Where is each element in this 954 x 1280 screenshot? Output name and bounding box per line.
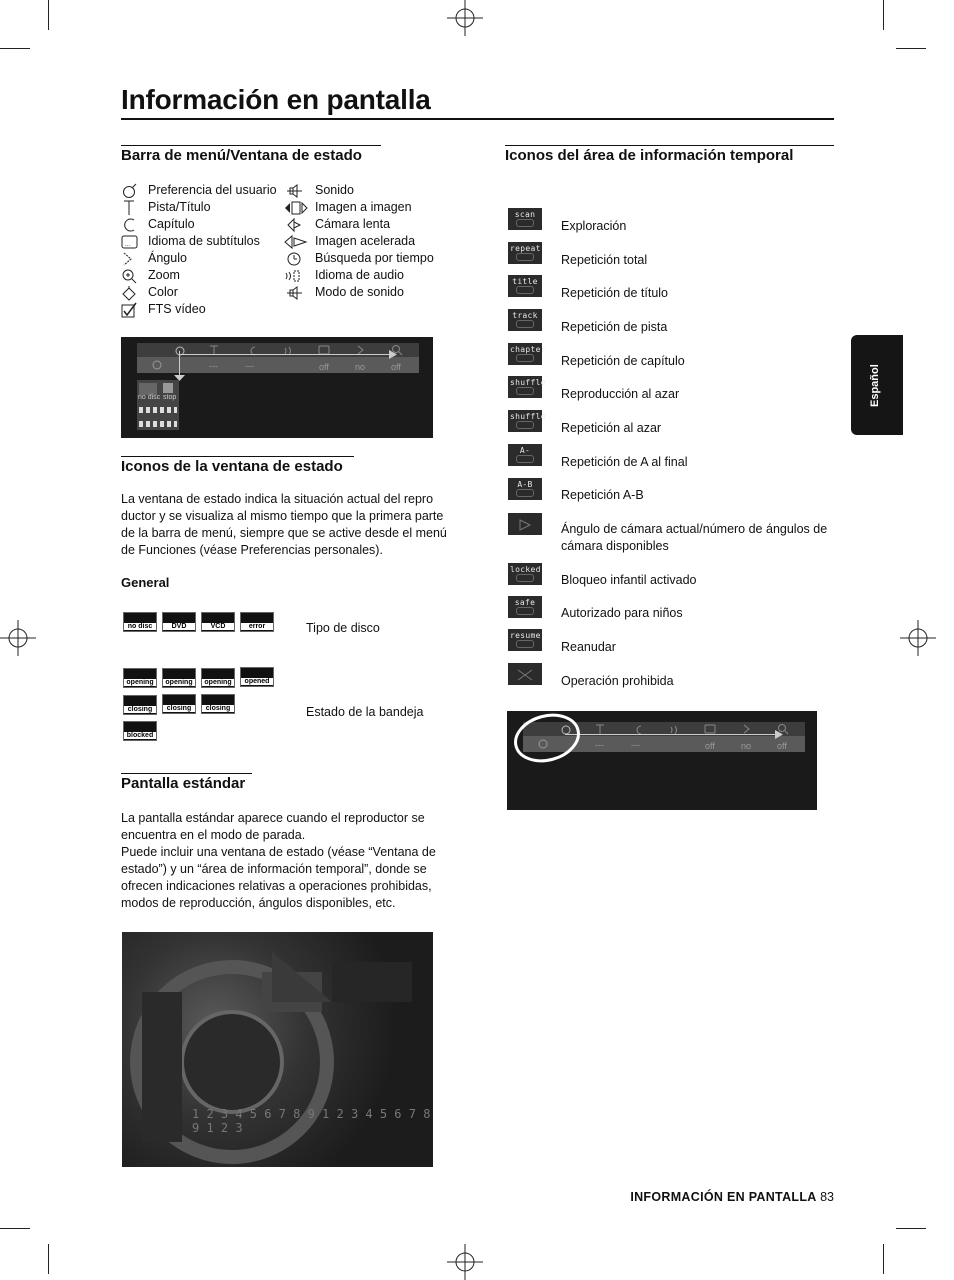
menu-label: Capítulo: [148, 217, 195, 231]
frame-by-frame-icon: [284, 200, 308, 216]
temporal-label: Autorizado para niños: [561, 606, 683, 620]
tray-opening-icon: [162, 668, 196, 688]
status-row: [139, 421, 177, 427]
sound-mode-icon: [286, 285, 304, 301]
dvd-icon: [162, 612, 196, 632]
osd-value: no: [741, 741, 752, 751]
tag-text: A-: [519, 446, 531, 455]
zoom-icon: [121, 268, 139, 284]
status-window-body: La ventana de estado indica la situación actual del repro ductor y se visualiza al mismo tiempo que la primera parte de la barra de menú, siempre que se active desde el menú de Funciones (véase Preferencias personales).: [121, 492, 447, 557]
crop-mark: [48, 1244, 49, 1274]
tag-glyph: [516, 607, 534, 615]
tag-text: shuffle: [510, 412, 546, 421]
menu-label: FTS vídeo: [148, 302, 206, 316]
title-track-icon: [121, 200, 139, 216]
status-stop: stop: [163, 394, 177, 401]
page-footer: [630, 1190, 834, 1204]
disc-icon-label: error: [241, 623, 273, 630]
tag-glyph: [516, 286, 534, 294]
temporal-label: Bloqueo infantil activado: [561, 573, 697, 587]
menu-label: Zoom: [148, 268, 180, 282]
tag-glyph: [516, 640, 534, 648]
tag-text: repeat: [510, 244, 541, 253]
disc-type-label: Tipo de disco: [306, 621, 380, 635]
camera-angle-tag-icon: [508, 513, 542, 535]
no-disc-icon: [123, 612, 157, 632]
page-title: Información en pantalla: [121, 84, 431, 115]
tag-glyph: [516, 354, 534, 362]
tray-status-label: Estado de la bandeja: [306, 705, 424, 719]
menu-label: Pista/Título: [148, 200, 211, 214]
tray-icon-label: closing: [124, 706, 156, 713]
osd-value: no: [355, 362, 366, 372]
tray-icon-label: closing: [163, 705, 195, 712]
user-preference-icon: [121, 183, 139, 199]
crop-mark: [883, 0, 884, 30]
tray-closing-icon: [201, 694, 235, 714]
registration-mark: [447, 1244, 483, 1280]
menu-label: Modo de sonido: [315, 285, 404, 299]
chapter-tag-icon: [508, 343, 546, 365]
highlight-circle: [507, 711, 597, 771]
standard-screen-digits: 1 2 3 4 5 6 7 8 9 1 2 3 4 5 6 7 8 9 1 2 3: [192, 1107, 431, 1135]
osd-value: off: [319, 362, 329, 372]
tag-glyph: [516, 455, 534, 463]
status-no-disc: no disc: [138, 394, 161, 401]
menu-label: Preferencia del usuario: [148, 183, 277, 197]
angle-icon: [518, 519, 532, 531]
subtitle-icon: [121, 234, 139, 250]
tag-glyph: [516, 421, 534, 429]
osd-value: off: [391, 362, 401, 372]
status-window-heading: Iconos de la ventana de estado: [121, 458, 343, 475]
chapter-icon: [121, 217, 139, 233]
tag-glyph: [516, 320, 534, 328]
crop-mark: [0, 1228, 30, 1229]
svg-text:...: ...: [125, 242, 131, 248]
tag-text: scan: [514, 210, 536, 219]
time-search-icon: [286, 251, 304, 267]
menu-bar-screen: [121, 337, 433, 438]
shuffle-tag-icon: [508, 376, 546, 398]
registration-mark: [0, 620, 36, 656]
scan-tag-icon: [508, 208, 542, 230]
tag-glyph: [516, 387, 534, 395]
tray-opened-icon: [240, 667, 274, 687]
temporal-label: Repetición de pista: [561, 320, 668, 334]
color-icon: [121, 285, 139, 301]
footer-section-label: INFORMACIÓN EN PANTALLA: [630, 1190, 817, 1204]
tray-blocked-icon: [123, 721, 157, 741]
tag-glyph: [516, 489, 534, 497]
osd-value: ---: [595, 740, 604, 750]
prohibited-icon: [517, 669, 533, 681]
temporal-label: Repetición de título: [561, 286, 669, 300]
general-label: General: [121, 575, 170, 590]
osd-value: ---: [209, 361, 218, 371]
osd-value: off: [705, 741, 715, 751]
temporal-area-screen: [507, 711, 817, 810]
temporal-label: Exploración: [561, 219, 627, 233]
osd-value: off: [777, 741, 787, 751]
temporal-label: Reanudar: [561, 640, 616, 654]
safe-tag-icon: [508, 596, 542, 618]
temporal-label: Repetición al azar: [561, 421, 662, 435]
menu-label: Cámara lenta: [315, 217, 391, 231]
osd-pointer-arrow-right: [775, 730, 783, 739]
vcd-icon: [201, 612, 235, 632]
tag-text: track: [512, 311, 538, 320]
fts-icon: [121, 302, 139, 318]
disc-icon-label: no disc: [124, 623, 156, 630]
menu-label: Sonido: [315, 183, 354, 197]
tray-icon-label: opening: [163, 679, 195, 686]
temporal-label: Repetición total: [561, 253, 648, 267]
disc-icon-label: DVD: [163, 623, 195, 630]
tag-text: shuffle: [510, 378, 546, 387]
language-tab-label: Español: [869, 364, 881, 407]
menu-label: Imagen a imagen: [315, 200, 412, 214]
tag-text: locked: [510, 565, 541, 574]
tag-glyph: [516, 219, 534, 227]
temporal-label: Repetición A-B: [561, 488, 644, 502]
locked-tag-icon: [508, 563, 542, 585]
osd-pointer-arrow-right: [389, 350, 397, 359]
osd-value: ---: [631, 740, 640, 750]
audio-language-icon: [284, 268, 302, 284]
prohibited-tag-icon: [508, 663, 542, 685]
tag-text: safe: [514, 598, 536, 607]
tray-icon-label: opened: [241, 678, 273, 685]
menu-label: Ángulo: [148, 251, 187, 265]
menu-label: Color: [148, 285, 178, 299]
fast-motion-icon: [284, 234, 308, 250]
temporal-label: Ángulo de cámara actual/número de ángulos de cámara disponibles: [561, 522, 828, 553]
menu-label: Búsqueda por tiempo: [315, 251, 434, 265]
registration-mark: [447, 0, 483, 36]
standard-screen-heading: Pantalla estándar: [121, 775, 246, 792]
tray-opening-icon: [123, 668, 157, 688]
temporal-label: Repetición de capítulo: [561, 354, 685, 368]
menu-label: Imagen acelerada: [315, 234, 416, 248]
resume-tag-icon: [508, 629, 542, 651]
shuffle-repeat-tag-icon: [508, 410, 546, 432]
track-tag-icon: [508, 309, 542, 331]
menu-label: Idioma de subtítulos: [148, 234, 260, 248]
tag-glyph: [516, 574, 534, 582]
tag-text: A-B: [517, 480, 533, 489]
page-number: 83: [820, 1190, 834, 1204]
section-rule: [121, 773, 252, 774]
registration-mark: [900, 620, 936, 656]
title-tag-icon: [508, 275, 542, 297]
osd-value: ---: [245, 361, 254, 371]
tray-icon-label: closing: [202, 705, 234, 712]
standard-screen-image: [122, 932, 433, 1167]
tray-icon-label: opening: [124, 679, 156, 686]
tray-icon-label: blocked: [124, 732, 156, 739]
sound-icon: [286, 183, 304, 199]
repeat-ab-tag-icon: [508, 478, 542, 500]
standard-screen-body: La pantalla estándar aparece cuando el reproductor se encuentra en el modo de parada.: [121, 811, 425, 842]
osd-pointer-line: [179, 354, 389, 355]
crop-mark: [896, 1228, 926, 1229]
standard-screen-body: Puede incluir una ventana de estado (véase “Ventana de estado”) y un “área de información temporal”, donde se ofrecen indicaciones relativas a operaciones prohibidas, modos de reproducción, ángulos disponibles, etc.: [121, 845, 436, 910]
osd-settings-icon: [151, 360, 163, 370]
error-icon: [240, 612, 274, 632]
tag-text: title: [512, 277, 538, 286]
slow-motion-icon: [286, 217, 304, 233]
angle-icon: [121, 251, 139, 267]
temporal-label: Reproducción al azar: [561, 387, 680, 401]
section-rule: [121, 145, 381, 146]
status-stop-cell: [163, 383, 173, 393]
repeat-a-tag-icon: [508, 444, 542, 466]
tag-glyph: [516, 253, 534, 261]
tray-closing-icon: [162, 694, 196, 714]
crop-mark: [48, 0, 49, 30]
crop-mark: [896, 48, 926, 49]
temporal-area-heading: Iconos del área de información temporal: [505, 147, 794, 164]
disc-icon-label: VCD: [202, 623, 234, 630]
section-rule: [505, 145, 834, 146]
crop-mark: [0, 48, 30, 49]
title-divider: [121, 118, 834, 120]
tag-text: chapter: [510, 345, 546, 354]
temporal-label: Repetición de A al final: [561, 455, 688, 469]
menu-label: Idioma de audio: [315, 268, 404, 282]
tray-icon-label: opening: [202, 679, 234, 686]
repeat-tag-icon: [508, 242, 542, 264]
tray-closing-icon: [123, 695, 157, 715]
status-row: [139, 407, 177, 413]
section-rule: [121, 456, 354, 457]
crop-mark: [883, 1244, 884, 1274]
tag-text: resume: [510, 631, 541, 640]
temporal-label: Operación prohibida: [561, 674, 674, 688]
tray-opening-icon: [201, 668, 235, 688]
menu-bar-heading: Barra de menú/Ventana de estado: [121, 147, 362, 164]
